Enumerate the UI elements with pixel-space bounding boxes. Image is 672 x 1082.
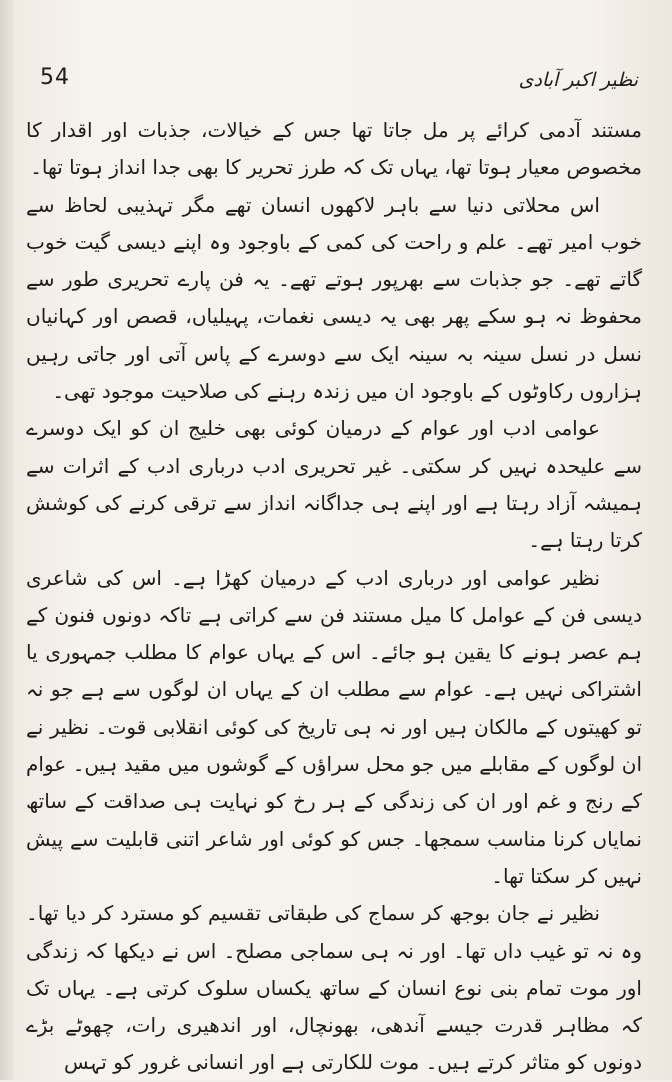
page-number: 54 (40, 65, 70, 90)
running-head: نظیر اکبر آبادی (518, 69, 638, 91)
page-header (32, 64, 638, 104)
paragraph-4: نظیر عوامی اور درباری ادب کے درمیان کھڑا ہے۔ اس کی شاعری دیسی فن کے عوامل کا میل مستند فن سے کراتی ہے تاکہ دونوں فنون کے ہم عصر ہونے کا یقین ہو جائے۔ اس کے یہاں عوام کا مطلب جمہوری یا اشتراکی نہیں ہے۔ عوام سے مطلب ان کے یہاں ان لوگوں سے ہے جو نہ تو کھیتوں کے مالکان ہیں اور نہ ہی تاریخ کی کوئی انقلابی قوت۔ نظیر نے ان لوگوں کے مقابلے میں جو محل سراؤں کے گوشوں میں مقید ہیں۔ عوام کے رنج و غم اور ان کی زندگی کے ہر رخ کو نہایت ہی صداقت کے ساتھ نمایاں کرنا مناسب سمجھا۔ جس کو کوئی اور شاعر اتنی قابلیت سے پیش نہیں کر سکتا تھا۔ (26, 565, 642, 888)
paragraph-2: اس محلاتی دنیا سے باہر لاکھوں انسان تھے مگر تہذیبی لحاظ سے خوب امیر تھے۔ علم و راحت کی کمی کے باوجود وہ اپنے دیسی گیت خوب گاتے تھے۔ جو جذبات سے بھرپور ہوتے تھے۔ یہ فن پارے تحریری طور سے محفوظ نہ ہو سکے پھر بھی یہ دیسی نغمات، پہیلیاں، قصص اور کہانیاں نسل در نسل سینہ بہ سینہ ایک سے دوسرے کے پاس آتی اور جاتی رہیں ہزاروں رکاوٹوں کے باوجود ان میں زندہ رہنے کی صلاحیت موجود تھی۔ (26, 192, 642, 404)
paragraph-1: مستند آدمی کرائے پر مل جاتا تھا جس کے خیالات، جذبات اور اقدار کا مخصوص معیار ہوتا تھا، یہاں تک کہ طرز تحریر کا بھی جدا انداز ہوتا تھا۔ (26, 118, 642, 180)
paragraph-3: عوامی ادب اور عوام کے درمیان کوئی بھی خلیج ان کو ایک دوسرے سے علیحدہ نہیں کر سکتی۔ غیر تحریری ادب درباری ادب کے اثرات سے ہمیشہ آزاد رہتا ہے اور اپنے ہی جداگانہ انداز سے ترقی کرنے کی کوشش کرتا رہتا ہے۔ (26, 416, 642, 553)
page-binding-edge (0, 0, 14, 1080)
paragraph-5: نظیر نے جان بوجھ کر سماج کی طبقاتی تقسیم کو مسترد کر دیا تھا۔ وہ نہ تو غیب داں تھا۔ اور نہ ہی سماجی مصلح۔ اس نے دیکھا کہ زندگی اور موت تمام بنی نوع انسان کے ساتھ یکساں سلوک کرتی ہے۔ یہاں تک کہ مظاہر قدرت جیسے آندھی، بھونچال، اور اندھیری رات، چھوٹے بڑے دونوں کو متاثر کرتے ہیں۔ موت للکارتی ہے اور انسانی غرور کو تہس (26, 901, 642, 1075)
body-text (26, 112, 642, 1075)
